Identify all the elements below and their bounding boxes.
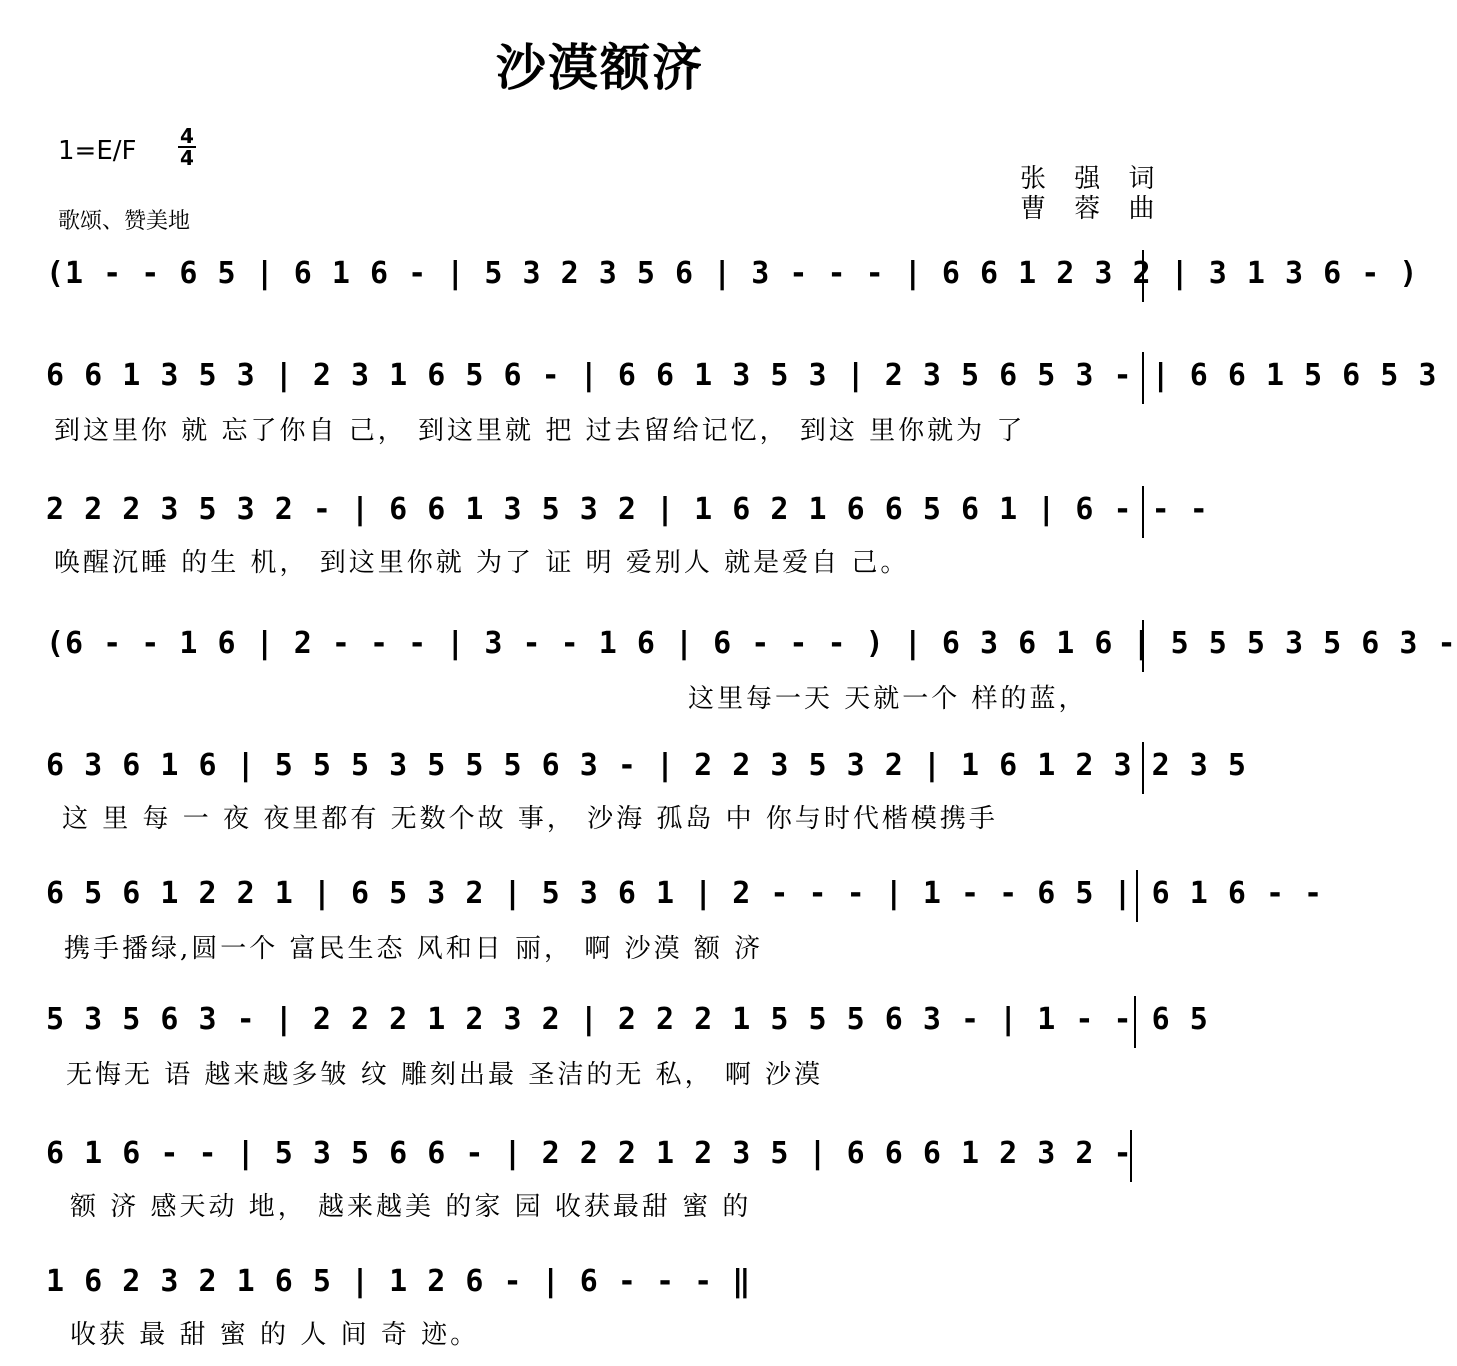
lyricist-credit: 张 强 词 bbox=[1020, 164, 1165, 194]
notation: 6 5 6 1 2 2 1 | 6 5 3 2 | 5 3 6 1 | 2 - - - | 1 - - 6 5 | 6 1 6 - - bbox=[46, 876, 1324, 911]
lyrics: 到这里你 就 忘了你自 己， 到这里就 把 过去留给记忆， 到这 里你就为 了 bbox=[54, 416, 1026, 446]
barline bbox=[1142, 620, 1144, 672]
notation: 1 6 2 3 2 1 6 5 | 1 2 6 - | 6 - - - ‖ bbox=[46, 1264, 752, 1299]
tempo-marking: 歌颂、赞美地 bbox=[58, 209, 191, 234]
time-signature bbox=[176, 126, 198, 168]
lyrics: 收获 最 甜 蜜 的 人 间 奇 迹。 bbox=[70, 1320, 480, 1350]
barline bbox=[1142, 486, 1144, 538]
time-signature-top: 4 bbox=[180, 124, 194, 148]
barline bbox=[1142, 250, 1144, 302]
notation: (6 - - 1 6 | 2 - - - | 3 - - 1 6 | 6 - - - ) | 6 3 6 1 6 | 5 5 5 3 5 6 3 - bbox=[46, 626, 1457, 661]
key-signature: 1=E/F bbox=[58, 136, 137, 166]
lyrics: 唤醒沉睡 的生 机， 到这里你就 为了 证 明 爱别人 就是爱自 己。 bbox=[54, 548, 910, 578]
lyrics: 这里每一天 天就一个 样的蓝， bbox=[688, 684, 1088, 714]
song-title: 沙漠额济 bbox=[496, 38, 704, 97]
barline bbox=[1142, 352, 1144, 404]
composer-credit: 曹 蓉 曲 bbox=[1020, 194, 1165, 224]
lyrics: 无悔无 语 越来越多皱 纹 雕刻出最 圣洁的无 私， 啊 沙漠 bbox=[66, 1060, 824, 1090]
barline bbox=[1142, 742, 1144, 794]
notation: 6 1 6 - - | 5 3 5 6 6 - | 2 2 2 1 2 3 5 | 6 6 6 1 2 3 2 - bbox=[46, 1136, 1133, 1171]
time-signature-bottom: 4 bbox=[180, 146, 194, 170]
barline bbox=[1134, 996, 1136, 1048]
notation: 5 3 5 6 3 - | 2 2 2 1 2 3 2 | 2 2 2 1 5 5 5 6 3 - | 1 - - 6 5 bbox=[46, 1002, 1209, 1037]
lyrics: 这 里 每 一 夜 夜里都有 无数个故 事， 沙海 孤岛 中 你与时代楷模携手 bbox=[62, 804, 998, 834]
lyrics: 携手播绿,圆一个 富民生态 风和日 丽， 啊 沙漠 额 济 bbox=[64, 934, 764, 964]
barline bbox=[1130, 1130, 1132, 1182]
barline bbox=[1136, 870, 1138, 922]
lyrics: 额 济 感天动 地， 越来越美 的家 园 收获最甜 蜜 的 bbox=[70, 1192, 752, 1222]
notation: (1 - - 6 5 | 6 1 6 - | 5 3 2 3 5 6 | 3 - - - | 6 6 1 2 3 2 | 3 1 3 6 - ) bbox=[46, 256, 1419, 291]
notation: 6 3 6 1 6 | 5 5 5 3 5 5 5 6 3 - | 2 2 3 5 3 2 | 1 6 1 2 3 2 3 5 bbox=[46, 748, 1247, 783]
notation: 2 2 2 3 5 3 2 - | 6 6 1 3 5 3 2 | 1 6 2 1 6 6 5 6 1 | 6 - - - bbox=[46, 492, 1209, 527]
notation: 6 6 1 3 5 3 | 2 3 1 6 5 6 - | 6 6 1 3 5 3 | 2 3 5 6 5 3 - | 6 6 1 5 6 5 3 bbox=[46, 358, 1438, 393]
